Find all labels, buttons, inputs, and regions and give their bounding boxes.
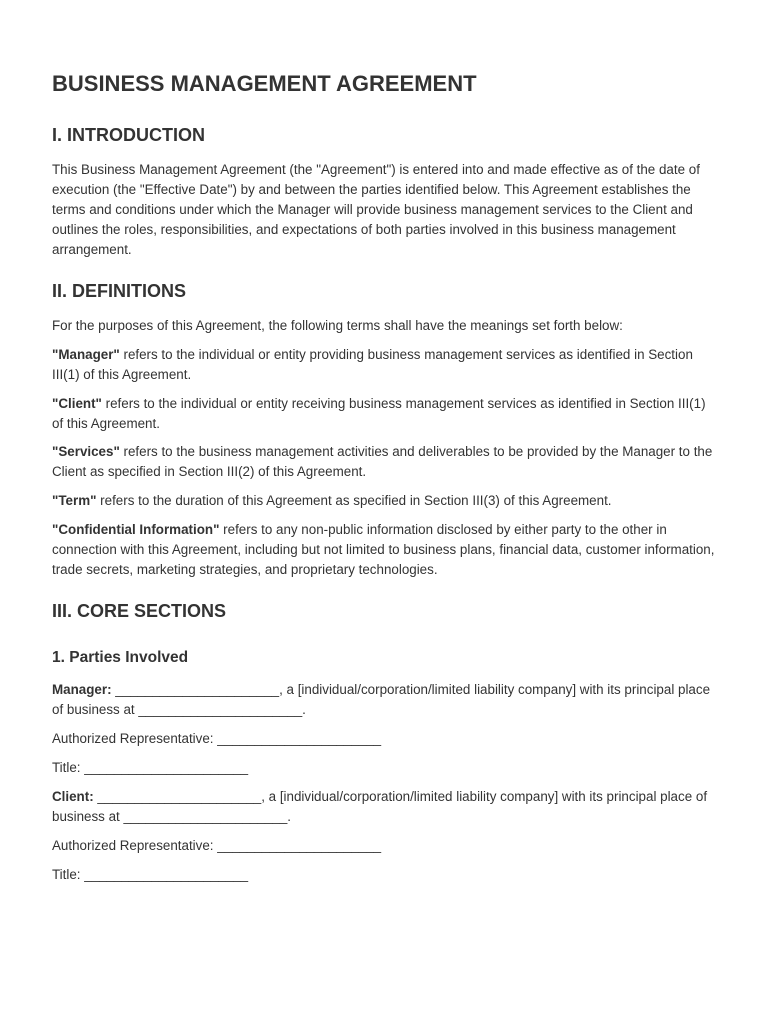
definition-text: refers to the business management activities and deliverables to be provided by the Manager to the Client as specified in Section III(2) of this Agreement. bbox=[52, 444, 713, 479]
client-label: Client: bbox=[52, 789, 94, 804]
definition-term: "Confidential Information" bbox=[52, 522, 220, 537]
definition-term: "Client" bbox=[52, 396, 102, 411]
manager-authorized-representative-field: Authorized Representative: ______________________ bbox=[52, 731, 382, 746]
manager-title-field: Title: ______________________ bbox=[52, 760, 249, 775]
client-party-clause bbox=[52, 787, 720, 827]
definition-text: refers to any non-public information disclosed by either party to the other in connection with this Agreement, including but not limited to business plans, financial data, customer information, trade secrets, marketing strategies, and proprietary technologies. bbox=[52, 522, 715, 577]
definition-text: refers to the duration of this Agreement as specified in Section III(3) of this Agreement. bbox=[96, 493, 612, 508]
manager-label: Manager: bbox=[52, 682, 112, 697]
definition-manager bbox=[52, 345, 720, 385]
definition-confidential-information bbox=[52, 520, 720, 580]
definitions-heading: II. DEFINITIONS bbox=[52, 281, 187, 301]
definitions-lead: For the purposes of this Agreement, the following terms shall have the meanings set forth below: bbox=[52, 318, 623, 333]
client-title-field: Title: ______________________ bbox=[52, 867, 249, 882]
definition-term: "Term" bbox=[52, 493, 97, 508]
definition-text: refers to the individual or entity receiving business management services as identified in Section III(1) of this Agreement. bbox=[52, 396, 706, 431]
client-authorized-representative-field: Authorized Representative: ______________________ bbox=[52, 838, 382, 853]
parties-involved-heading: 1. Parties Involved bbox=[52, 649, 189, 666]
introduction-heading: I. INTRODUCTION bbox=[52, 125, 205, 145]
client-clause-text: ______________________, a [individual/corporation/limited liability company] with its principal place of business at ______________________. bbox=[52, 789, 708, 824]
manager-party-clause bbox=[52, 680, 720, 720]
definition-term: "Services" bbox=[52, 444, 120, 459]
introduction-paragraph: This Business Management Agreement (the "Agreement") is entered into and made effective as of the date of execution (the "Effective Date") by and between the parties identified below. This Agreement establishes the terms and conditions under which the Manager will provide business management services to the Client and outlines the roles, responsibilities, and expectations of both parties involved in this business management arrangement. bbox=[52, 162, 700, 257]
definition-text: refers to the individual or entity providing business management services as identified in Section III(1) of this Agreement. bbox=[52, 347, 693, 382]
definition-services bbox=[52, 442, 720, 482]
manager-clause-text: ______________________, a [individual/corporation/limited liability company] with its principal place of business at ______________________. bbox=[52, 682, 711, 717]
definition-term: "Manager" bbox=[52, 347, 120, 362]
definition-term-item bbox=[52, 491, 720, 511]
definition-client bbox=[52, 394, 720, 434]
document-title: BUSINESS MANAGEMENT AGREEMENT bbox=[52, 71, 477, 96]
core-sections-heading: III. CORE SECTIONS bbox=[52, 601, 227, 621]
